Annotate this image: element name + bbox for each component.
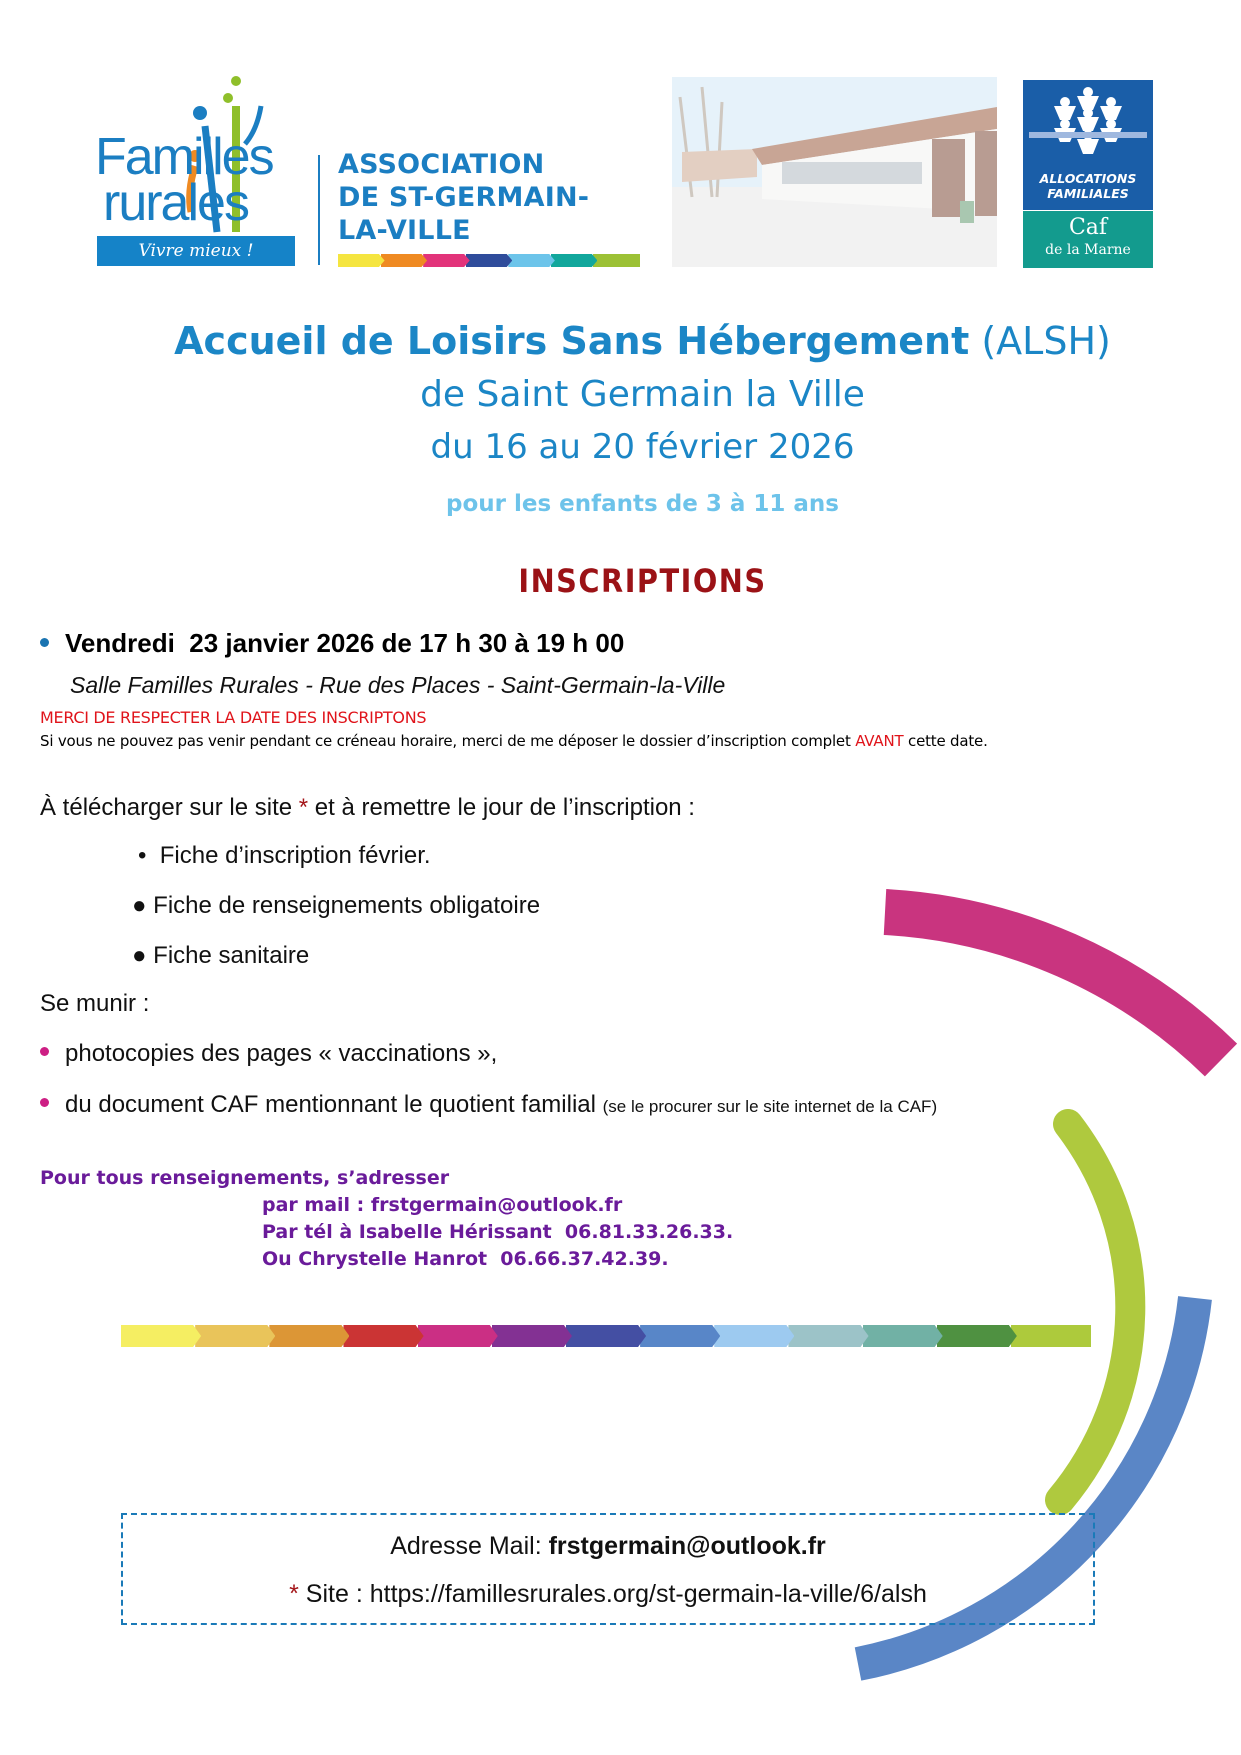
bullet-icon [40, 1098, 49, 1107]
building-photo [672, 77, 997, 267]
inscription-date [40, 626, 624, 660]
rainbow-segment [121, 1325, 201, 1347]
intro-after: et à remettre le jour de l’inscription : [308, 794, 695, 821]
caf-logo [1023, 80, 1153, 268]
inscription-date-text: Vendredi 23 janvier 2026 de 17 h 30 à 19 h 00 [65, 628, 625, 658]
asterisk-marker: * [289, 1580, 299, 1608]
bring-item [40, 1039, 497, 1069]
familles-rurales-logo [95, 72, 305, 272]
association-bar-segment [551, 254, 598, 267]
document-item: ● Fiche de renseignements obligatoire [132, 892, 541, 919]
rainbow-segment [714, 1325, 794, 1347]
main-title-suffix: (ALSH) [981, 319, 1111, 363]
title-ages: pour les enfants de 3 à 11 ans [446, 491, 839, 517]
documents-intro [40, 793, 695, 823]
contact-heading: Pour tous renseignements, s’adresser [40, 1167, 450, 1189]
rainbow-divider [121, 1325, 1091, 1347]
contact-phone-2: Ou Chrystelle Hanrot 06.66.37.42.39. [262, 1248, 669, 1270]
title-dates: du 16 au 20 février 2026 [430, 427, 855, 467]
inscription-note [40, 731, 988, 751]
rainbow-segment [343, 1325, 423, 1347]
association-bar-segment [593, 254, 640, 267]
intro-before: À télécharger sur le site [40, 794, 299, 821]
rainbow-segment [195, 1325, 275, 1347]
bring-item-note: (se le procurer sur le site internet de la CAF) [602, 1097, 938, 1116]
asterisk-marker: * [298, 794, 309, 821]
logo-separator [318, 155, 320, 265]
inscription-location: Salle Familles Rurales - Rue des Places - Saint-Germain-la-Ville [70, 672, 726, 698]
footer-mail-label: Adresse Mail: [390, 1532, 549, 1560]
association-bar-segment [466, 254, 513, 267]
rainbow-segment [937, 1325, 1017, 1347]
document-item: • Fiche d’inscription février. [138, 842, 431, 869]
inscriptions-heading: INSCRIPTIONS [518, 562, 767, 600]
caf-children-icon [1041, 86, 1135, 156]
inscription-warning: MERCI DE RESPECTER LA DATE DES INSCRIPTONS [40, 708, 427, 727]
magenta-arc [885, 912, 1221, 1060]
footer-site-line [123, 1577, 1093, 1611]
main-title-bold: Accueil de Loisirs Sans Hébergement [174, 319, 970, 363]
footer-contact-box [121, 1513, 1095, 1625]
note-text-before: Si vous ne pouvez pas venir pendant ce créneau horaire, merci de me déposer le dossier d’inscription complet [40, 732, 856, 750]
bring-item-label: du document CAF mentionnant le quotient familial [65, 1091, 596, 1118]
association-bar-segment [423, 254, 470, 267]
logo-word-familles: Familles [95, 128, 273, 186]
association-color-bar [338, 254, 640, 267]
document-item: ● Fiche sanitaire [132, 942, 310, 969]
contact-phone-1: Par tél à Isabelle Hérissant 06.81.33.26.33. [262, 1221, 734, 1243]
bring-item [40, 1090, 937, 1122]
footer-mail-value[interactable]: frstgermain@outlook.fr [548, 1532, 826, 1560]
logo-word-rurales: rurales [103, 174, 248, 232]
lime-arc [1060, 1124, 1130, 1500]
association-line-2: DE ST-GERMAIN- [338, 182, 590, 213]
document-item-label: Fiche sanitaire [153, 942, 310, 969]
rainbow-segment [1011, 1325, 1091, 1347]
note-text-after: cette date. [903, 732, 988, 750]
document-item-label: Fiche d’inscription février. [159, 842, 431, 869]
rainbow-segment [418, 1325, 498, 1347]
rainbow-segment [863, 1325, 943, 1347]
rainbow-segment [788, 1325, 868, 1347]
bring-heading: Se munir : [40, 990, 150, 1017]
footer-mail-line [123, 1529, 1093, 1563]
logo-tagline: Vivre mieux ! [97, 236, 295, 266]
rainbow-segment [640, 1325, 720, 1347]
bullet-icon [40, 638, 49, 647]
caf-line-4: de la Marne [1045, 242, 1131, 258]
caf-stripe [1029, 132, 1147, 138]
association-line-1: ASSOCIATION [338, 149, 545, 180]
bring-item-label: photocopies des pages « vaccinations », [65, 1040, 498, 1067]
main-title [0, 318, 1241, 364]
contact-mail: par mail : frstgermain@outlook.fr [262, 1194, 623, 1216]
title-place: de Saint Germain la Ville [420, 374, 865, 415]
note-highlight: AVANT [855, 732, 904, 750]
rainbow-segment [269, 1325, 349, 1347]
caf-line-1: ALLOCATIONS [1039, 171, 1137, 186]
caf-line-2: FAMILIALES [1047, 186, 1129, 201]
bullet-icon [40, 1047, 49, 1056]
footer-site-link[interactable]: Site : https://famillesrurales.org/st-germain-la-ville/6/alsh [298, 1580, 927, 1608]
document-item-label: Fiche de renseignements obligatoire [153, 892, 541, 919]
association-bar-segment [338, 254, 385, 267]
caf-line-3: Caf [1068, 215, 1108, 240]
association-name [338, 148, 589, 247]
rainbow-segment [566, 1325, 646, 1347]
association-bar-segment [508, 254, 555, 267]
rainbow-segment [492, 1325, 572, 1347]
association-bar-segment [381, 254, 428, 267]
association-line-3: LA-VILLE [338, 215, 471, 246]
